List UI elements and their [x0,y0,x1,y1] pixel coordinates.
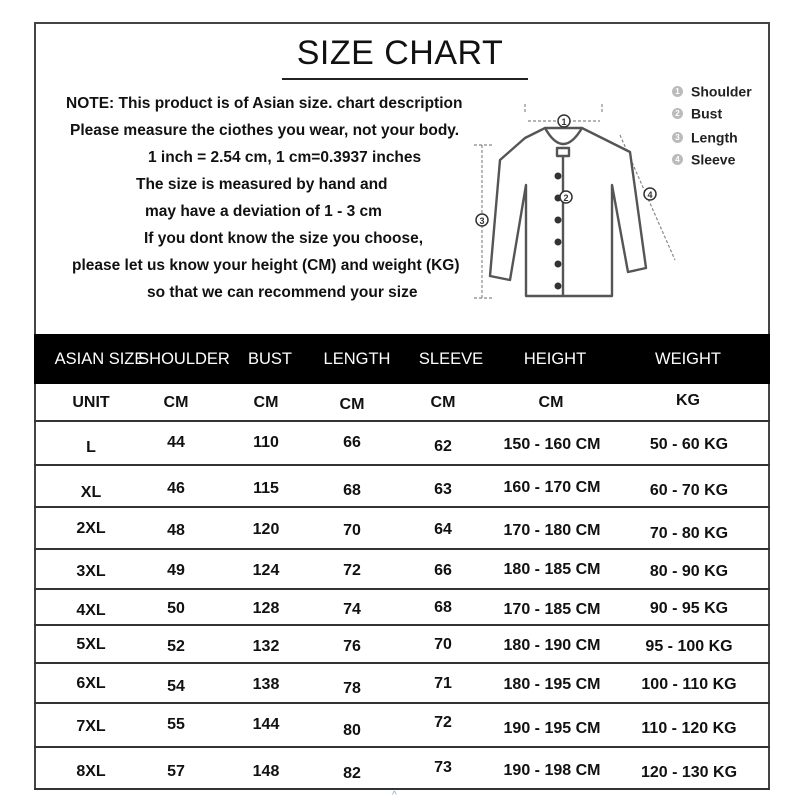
height-cell: 150 - 160 CM [503,436,601,453]
length-cell: 72 [343,562,361,579]
sleeve-cell: 68 [434,599,452,616]
size-cell: 7XL [76,718,106,735]
marker-4-label: 4 [647,190,653,200]
header-height: HEIGHT [523,350,587,368]
length-cell: 78 [343,680,361,697]
sleeve-cell: 66 [434,562,452,579]
unit-cell: CM [163,394,189,411]
note-label: NOTE: [66,95,115,112]
weight-cell: 95 - 100 KG [645,638,733,655]
bust-cell: 124 [252,562,280,579]
bust-cell: 120 [252,521,280,538]
marker-3-label: 3 [479,216,485,226]
shoulder-cell: 46 [167,480,185,497]
table-row [34,626,770,662]
header-bust: BUST [247,350,292,368]
weight-cell: 90 - 95 KG [649,600,729,617]
scroll-up-caret-icon[interactable]: ^ [392,790,397,801]
sleeve-cell: 71 [434,675,452,692]
legend-label: Length [691,129,738,146]
unit-cell: UNIT [72,394,110,411]
shoulder-cell: 49 [167,562,185,579]
weight-cell: 70 - 80 KG [649,525,729,542]
unit-row [34,384,770,420]
button [555,173,562,180]
table-row [34,664,770,702]
sleeve-cell: 73 [434,759,452,776]
marker-2-label: 2 [563,193,569,203]
unit-cell: CM [538,394,564,411]
button [555,239,562,246]
height-cell: 190 - 195 CM [503,720,601,737]
header-asian-size: ASIAN SIZE [54,350,146,368]
length-cell: 68 [343,482,361,499]
unit-cell: CM [253,394,279,411]
legend-label: Bust [691,105,723,122]
legend-item-bust [672,104,722,121]
height-cell: 180 - 185 CM [503,561,601,578]
table-row [34,748,770,788]
weight-cell: 100 - 110 KG [641,676,737,693]
table-row [34,704,770,746]
note-line-2: Please measure the ciothes you wear, not your body. [70,122,460,139]
unit-cell: KG [676,392,700,409]
legend-num: 4 [672,154,683,165]
header-shoulder: SHOULDER [138,350,230,368]
size-cell: XL [80,484,102,501]
unit-cell: CM [339,396,365,413]
shoulder-cell: 55 [167,716,185,733]
size-cell: 2XL [76,520,106,537]
size-cell: 4XL [76,602,106,619]
table-row [34,508,770,548]
label-tag [557,148,569,156]
table-header [34,334,770,384]
shoulder-cell: 52 [167,638,185,655]
legend-item-length [672,128,738,145]
height-cell: 170 - 180 CM [503,522,601,539]
table-row [34,422,770,464]
header-sleeve: SLEEVE [418,350,484,368]
sleeve-cell: 62 [434,438,452,455]
weight-cell: 60 - 70 KG [649,482,729,499]
height-cell: 160 - 170 CM [503,479,601,496]
note-line-6: If you dont know the size you choose, [144,230,424,247]
legend-label: Sleeve [691,151,736,168]
unit-cell: CM [430,394,456,411]
height-cell: 190 - 198 CM [503,762,601,779]
note-line-7: please let us know your height (CM) and weight (KG) [72,257,460,274]
weight-cell: 110 - 120 KG [641,720,737,737]
note-line-5: may have a deviation of 1 - 3 cm [145,203,382,220]
legend-item-sleeve [672,150,735,167]
length-cell: 70 [343,522,361,539]
shoulder-cell: 48 [167,522,185,539]
length-cell: 76 [343,638,361,655]
button [555,217,562,224]
shoulder-cell: 54 [167,678,185,695]
legend-item-shoulder [672,82,752,99]
length-cell: 82 [343,765,361,782]
row-divider [34,788,770,790]
height-cell: 180 - 190 CM [503,637,601,654]
shirt-shape [490,128,646,296]
bust-cell: 132 [252,638,280,655]
sleeve-cell: 64 [434,521,452,538]
bust-cell: 148 [252,763,280,780]
sleeve-cell: 70 [434,636,452,653]
weight-cell: 120 - 130 KG [640,764,738,781]
legend-num: 2 [672,108,683,119]
header-weight: WEIGHT [655,350,721,368]
legend-num: 1 [672,86,683,97]
header-length: LENGTH [323,350,391,368]
length-cell: 66 [343,434,361,451]
length-cell: 80 [343,722,361,739]
bust-cell: 110 [253,434,279,451]
note-line-8: so that we can recommend your size [147,284,418,301]
height-cell: 170 - 185 CM [503,601,601,618]
size-cell: L [86,439,96,456]
sleeve-cell: 72 [434,714,452,731]
weight-cell: 50 - 60 KG [649,436,729,453]
legend-label: Shoulder [691,83,752,100]
sleeve-cell: 63 [434,481,452,498]
length-cell: 74 [343,601,361,618]
shoulder-cell: 50 [167,600,185,617]
size-cell: 8XL [76,763,106,780]
page-title: SIZE CHART [296,34,504,72]
size-cell: 5XL [76,636,106,653]
table-row [34,466,770,506]
bust-cell: 128 [252,600,280,617]
legend-num: 3 [672,132,683,143]
button [555,283,562,290]
note-line-3: 1 inch = 2.54 cm, 1 cm=0.3937 inches [148,149,422,166]
shoulder-cell: 44 [167,434,185,451]
note-line-1 [66,95,462,113]
marker-1-label: 1 [561,117,567,127]
shirt-diagram [470,90,680,310]
table-row [34,550,770,588]
bust-cell: 144 [252,716,280,733]
size-cell: 6XL [76,675,106,692]
title-underline [282,78,528,80]
bust-cell: 138 [252,676,280,693]
button [555,261,562,268]
note-text-1: This product is of Asian size. chart description [118,95,463,112]
height-cell: 180 - 195 CM [503,676,601,693]
size-cell: 3XL [76,563,106,580]
weight-cell: 80 - 90 KG [649,563,729,580]
note-line-4: The size is measured by hand and [136,176,388,193]
shoulder-cell: 57 [167,763,185,780]
bust-cell: 115 [253,480,279,497]
table-row [34,590,770,624]
